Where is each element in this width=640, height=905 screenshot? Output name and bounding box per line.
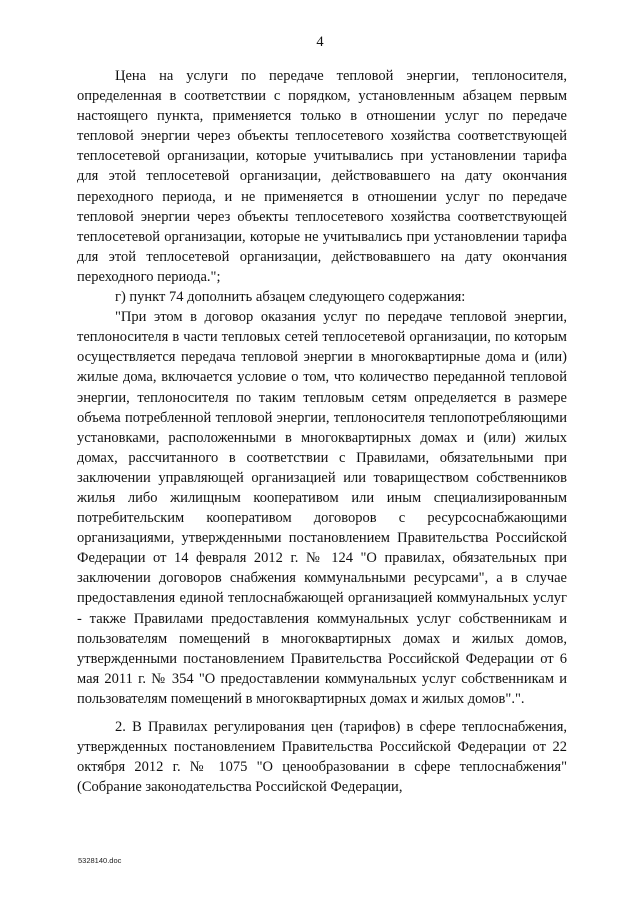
- page-number: 4: [316, 34, 324, 50]
- document-body: [77, 66, 567, 797]
- paragraph-rules-section-2: 2. В Правилах регулирования цен (тарифов) в сфере теплоснабжения, утвержденных постановлением Правительства Российской Федерации от 22 октября 2012 г. № 1075 "О ценообразовании в сфере теплоснабжения" (Собрание законодательства Российской Федерации,: [77, 719, 567, 796]
- paragraph-contract-condition: "При этом в договор оказания услуг по передаче тепловой энергии, теплоносителя в части тепловых сетей теплосетевой организации, по которым осуществляется передача тепловой энергии в многоквартирные дома и (или) жилые дома, включается условие о том, что количество переданной тепловой энергии, теплоносителя по таким тепловым сетям определяется в размере объема потребленной тепловой энергии, теплоносителя теплопотребляющими установками, расположенными в многоквартирных домах и (или) жилых домах, рассчитанного в соответствии с Правилами, обязательными при заключении управляющей организацией или товариществом собственников жилья либо жилищным кооперативом или иным специализированным потребительским кооперативом договоров с ресурсоснабжающими организациями, утвержденными постановлением Правительства Российской Федерации от 14 февраля 2012 г. № 124 "О правилах, обязательных при заключении договоров снабжения коммунальными ресурсами", а в случае предоставления единой теплоснабжающей организацией коммунальных услуг - также Правилами предоставления коммунальных услуг собственникам и пользователям помещений в многоквартирных домах и жилых домов, утвержденными постановлением Правительства Российской Федерации от 6 мая 2011 г. № 354 "О предоставлении коммунальных услуг собственникам и пользователям помещений в многоквартирных домах и жилых домов".".: [77, 309, 567, 707]
- document-file-id: 5328140.doc: [78, 856, 122, 865]
- paragraph-item-g: г) пункт 74 дополнить абзацем следующего содержания:: [115, 289, 466, 306]
- paragraph-price-application: Цена на услуги по передаче тепловой энергии, теплоносителя, определенная в соответствии с порядком, установленным абзацем первым настоящего пункта, применяется только в отношении услуг по передаче тепловой энергии через объекты теплосетевого хозяйства соответствующей теплосетевой организации, которые учитывались при установлении тарифа для этой теплосетевой организации, действовавшего на дату окончания переходного периода, и не применяется в отношении услуг по передаче тепловой энергии через объекты теплосетевого хозяйства соответствующей теплосетевой организации, которые не учитывались при установлении тарифа для этой теплосетевой организации, действовавшего на дату окончания переходного периода.";: [77, 68, 567, 285]
